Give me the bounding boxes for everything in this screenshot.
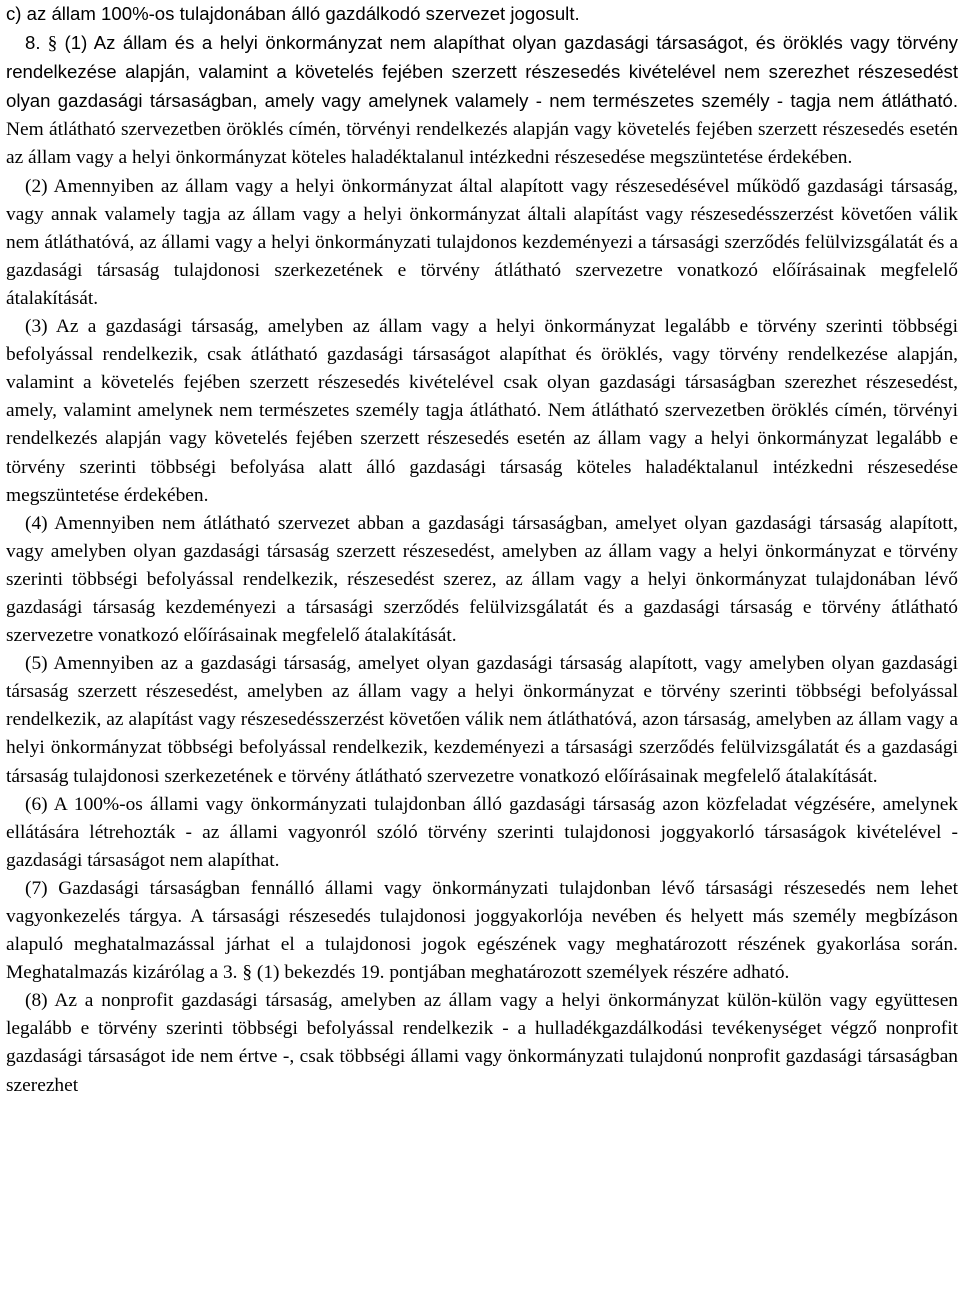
paragraph-8: (8) Az a nonprofit gazdasági társaság, amelyben az állam vagy a helyi önkormányzat külön-külön vagy együttesen legalább e törvény szerinti többségi befolyással rendelkezik - a hulladékgazdálkodási tevékenységet végző nonprofit gazdasági társaságot ide nem értve -, csak többségi állami vagy önkormányzati tulajdonú nonprofit gazdasági társaságban szerezhet: [6, 990, 958, 1096]
paragraph-5: (5) Amennyiben az a gazdasági társaság, amelyet olyan gazdasági társaság alapított, vagy amelyben olyan gazdasági társaság szerzett részesedést, amelyben az állam vagy a helyi önkormányzat e törvény szerinti többségi befolyással rendelkezik, az alapítást vagy részesedésszerzést követően válik nem átláthatóvá, azon társaság, amelyben az állam vagy a helyi önkormányzat többségi befolyással rendelkezik, kezdeményezi a társasági szerződés felülvizsgálatát és a gazdasági társaság tulajdonosi szerkezetének e törvény átlátható szervezetre vonatkozó előírásainak megfelelő átalakítását.: [6, 653, 958, 787]
paragraph-6: (6) A 100%-os állami vagy önkormányzati tulajdonban álló gazdasági társaság azon közfeladat végzésére, amelynek ellátására létrehozták - az állami vagyonról szóló törvény szerinti tulajdonosi joggyakorló társaságok kivételével - gazdasági társaságot nem alapíthat.: [6, 793, 958, 871]
section-8-paragraph-1: [6, 29, 958, 172]
fragment-paragraph: [6, 0, 958, 29]
paragraph-2: (2) Amennyiben az állam vagy a helyi önkormányzat által alapított vagy részesedésével működő gazdasági társaság, vagy annak valamely tagja az állam vagy a helyi önkormányzat általi alapítást vagy részesedésszerzést követően válik nem átláthatóvá, az állami vagy a helyi önkormányzati tulajdonos kezdeményezi a társasági szerződés felülvizsgálatát és a gazdasági társaság tulajdonosi szerkezetének e törvény átlátható szervezetre vonatkozó előírásainak megfelelő átalakítását.: [6, 175, 958, 309]
paragraph-4: (4) Amennyiben nem átlátható szervezet abban a gazdasági társaságban, amelyet olyan gazdasági társaság alapított, vagy amelyben olyan gazdasági társaság szerzett részesedést, amelyben az állam vagy a helyi önkormányzat e törvény szerinti többségi befolyással rendelkezik, részesedést szerez, az állam vagy a helyi önkormányzat tulajdonában lévő gazdasági társaság kezdeményezi a társasági szerződés felülvizsgálatát és a gazdasági társaság e törvény átlátható szervezetre vonatkozó előírásainak megfelelő átalakítását.: [6, 512, 958, 647]
paragraph-1-sans-text: (1) Az állam és a helyi önkormányzat nem alapíthat olyan gazdasági társaságot, és öröklés vagy törvény rendelkezése alapján, valamint a követelés fejében szerzett részesedés kivételével nem szerezhet részesedést olyan gazdasági társaságban, amely vagy amelynek valamely - nem természetes személy - tagja nem átlátható.: [6, 32, 958, 112]
fragment-text: c) az állam 100%-os tulajdonában álló gazdálkodó szervezet jogosult.: [6, 3, 580, 24]
document-page: [6, 0, 958, 1100]
paragraph-7: (7) Gazdasági társaságban fennálló állami vagy önkormányzati tulajdonban lévő társasági részesedés nem lehet vagyonkezelés tárgya. A társasági részesedés tulajdonosi joggyakorlója nevében és helyett más személy megbízáson alapuló meghatalmazással járhat el a tulajdonosi jogok egészének vagy meghatározott részének gyakorlása során. Meghatalmazás kizárólag a 3. § (1) bekezdés 19. pontjában meghatározott személyek részére adható.: [6, 877, 958, 984]
paragraph-3: (3) Az a gazdasági társaság, amelyben az állam vagy a helyi önkormányzat legalább e törvény szerinti többségi befolyással rendelkezik, csak átlátható gazdasági társaságot alapíthat és öröklés, vagy törvény rendelkezése alapján, valamint a követelés fejében szerzett részesedés kivételével csak olyan gazdasági társaságban szerezhet részesedést, amely, valamint amelynek nem természetes személy tagja átlátható. Nem átlátható szervezetben öröklés címén, törvényi rendelkezés alapján vagy követelés fejében szerzett részesedés esetén az állam vagy a helyi önkormányzat legalább e törvény szerinti többségi befolyása alatt álló gazdasági társaság köteles haladéktalanul intézkedni részesedése megszüntetése érdekében.: [6, 316, 958, 506]
section-number: 8.: [25, 32, 41, 54]
section-symbol: §: [47, 33, 58, 55]
paragraph-1-serif-text: Nem átlátható szervezetben öröklés címén, törvényi rendelkezés alapján vagy követelés fejében szerzett részesedés esetén az állam vagy a helyi önkormányzat köteles haladéktalanul intézkedni részesedése megszüntetése érdekében.: [6, 119, 958, 169]
